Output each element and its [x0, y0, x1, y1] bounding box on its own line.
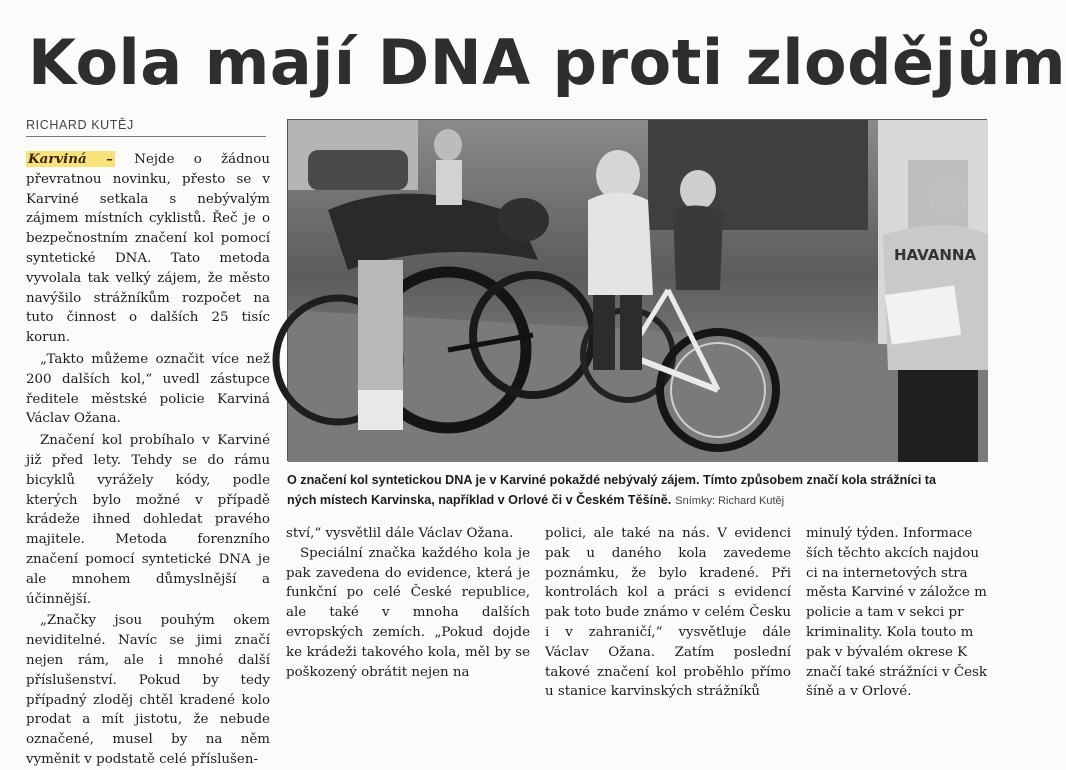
dateline: Karviná – [28, 151, 113, 167]
article-column-1 [26, 150, 270, 767]
caption-line: O značení kol syntetickou DNA je v Karviné pokaždé nebývalý zájem. Tímto způsobem značí kola strážníci ta [287, 473, 937, 487]
paragraph [26, 150, 270, 348]
paragraph: minulý týden. Informace ších těchto akcích najdou ci na internetových stra města Karviné v záložce m policie a tam v sekci pr kriminality. Kola touto m pak v bývalém okrese K značí také strážníci v Česk šíně a v Orlové. [806, 526, 987, 700]
article-column-3 [545, 524, 791, 700]
article-column-2 [286, 524, 530, 694]
paragraph: Speciální značka každého kola je pak zavedena do evidence, která je funkční po celé České republice, ale také v mnoha dalších evropských zemích. „Pokud dojde ke krádeži takového kola, měl by se poškozený obrátit nejen na [286, 545, 530, 680]
paragraph-text: Nejde o žádnou převratnou novinku, přesto se v Karviné setkala s nebývalým zájmem místních cyklistů. Řeč je o bezpečnostním značení kol pomocí syntetické DNA. Tato metoda vyvolala tak velký zájem, že město navýšilo strážníkům rozpočet na tuto činnost o dalších 25 tisíc korun. [26, 152, 270, 346]
shirt-text: HAVANNA [894, 246, 977, 264]
article-photo [287, 119, 987, 461]
byline: RICHARD KUTĚJ [26, 118, 266, 137]
paragraph: „Takto můžeme označit více než 200 dalších kol,“ uvedl zástupce ředitele městské policie Karviná Václav Ožana. [26, 351, 270, 427]
headline: Kola mají DNA proti zlodějům [28, 26, 1066, 99]
article-column-4 [806, 524, 1000, 700]
photo-caption [287, 470, 1000, 518]
paragraph: „Značky jsou pouhým okem neviditelné. Navíc se jimi značí nejen rám, ale i mnohé další příslušenství. Pokud by tedy případný zloděj chtěl kradené kolo prodat a mít jistotu, že nebude označené, musel by na něm vyměnit v podstatě celé příslušen- [26, 613, 270, 767]
paragraph: Značení kol probíhalo v Karviné již před lety. Tehdy se do rámu bicyklů vyrážely kódy, podle kterých bylo možné v případě krádeže ihned dohledat pravého majitele. Metoda forenzního značení pomocí syntetické DNA je ale mnohem důmyslnější a účinnější. [26, 433, 270, 607]
caption-line [287, 490, 1000, 511]
paragraph: polici, ale také na nás. V evidenci pak u daného kola zavedeme poznámku, že bylo kradené. Při kontrolách kol a práci s evidencí pak toto bude známo v celém Česku i v zahraničí,“ vysvětluje dále Václav Ožana. Zatím poslední takové značení kol proběhlo přímo u stanice karvinských strážníků [545, 526, 791, 700]
paragraph: ství,“ vysvětlil dále Václav Ožana. [286, 526, 514, 541]
caption-text: ných místech Karvinska, například v Orlové či v Českém Těšíně. [287, 493, 672, 507]
photo-illustration [288, 120, 988, 462]
photo-credit: Snímky: Richard Kutěj [675, 495, 785, 507]
